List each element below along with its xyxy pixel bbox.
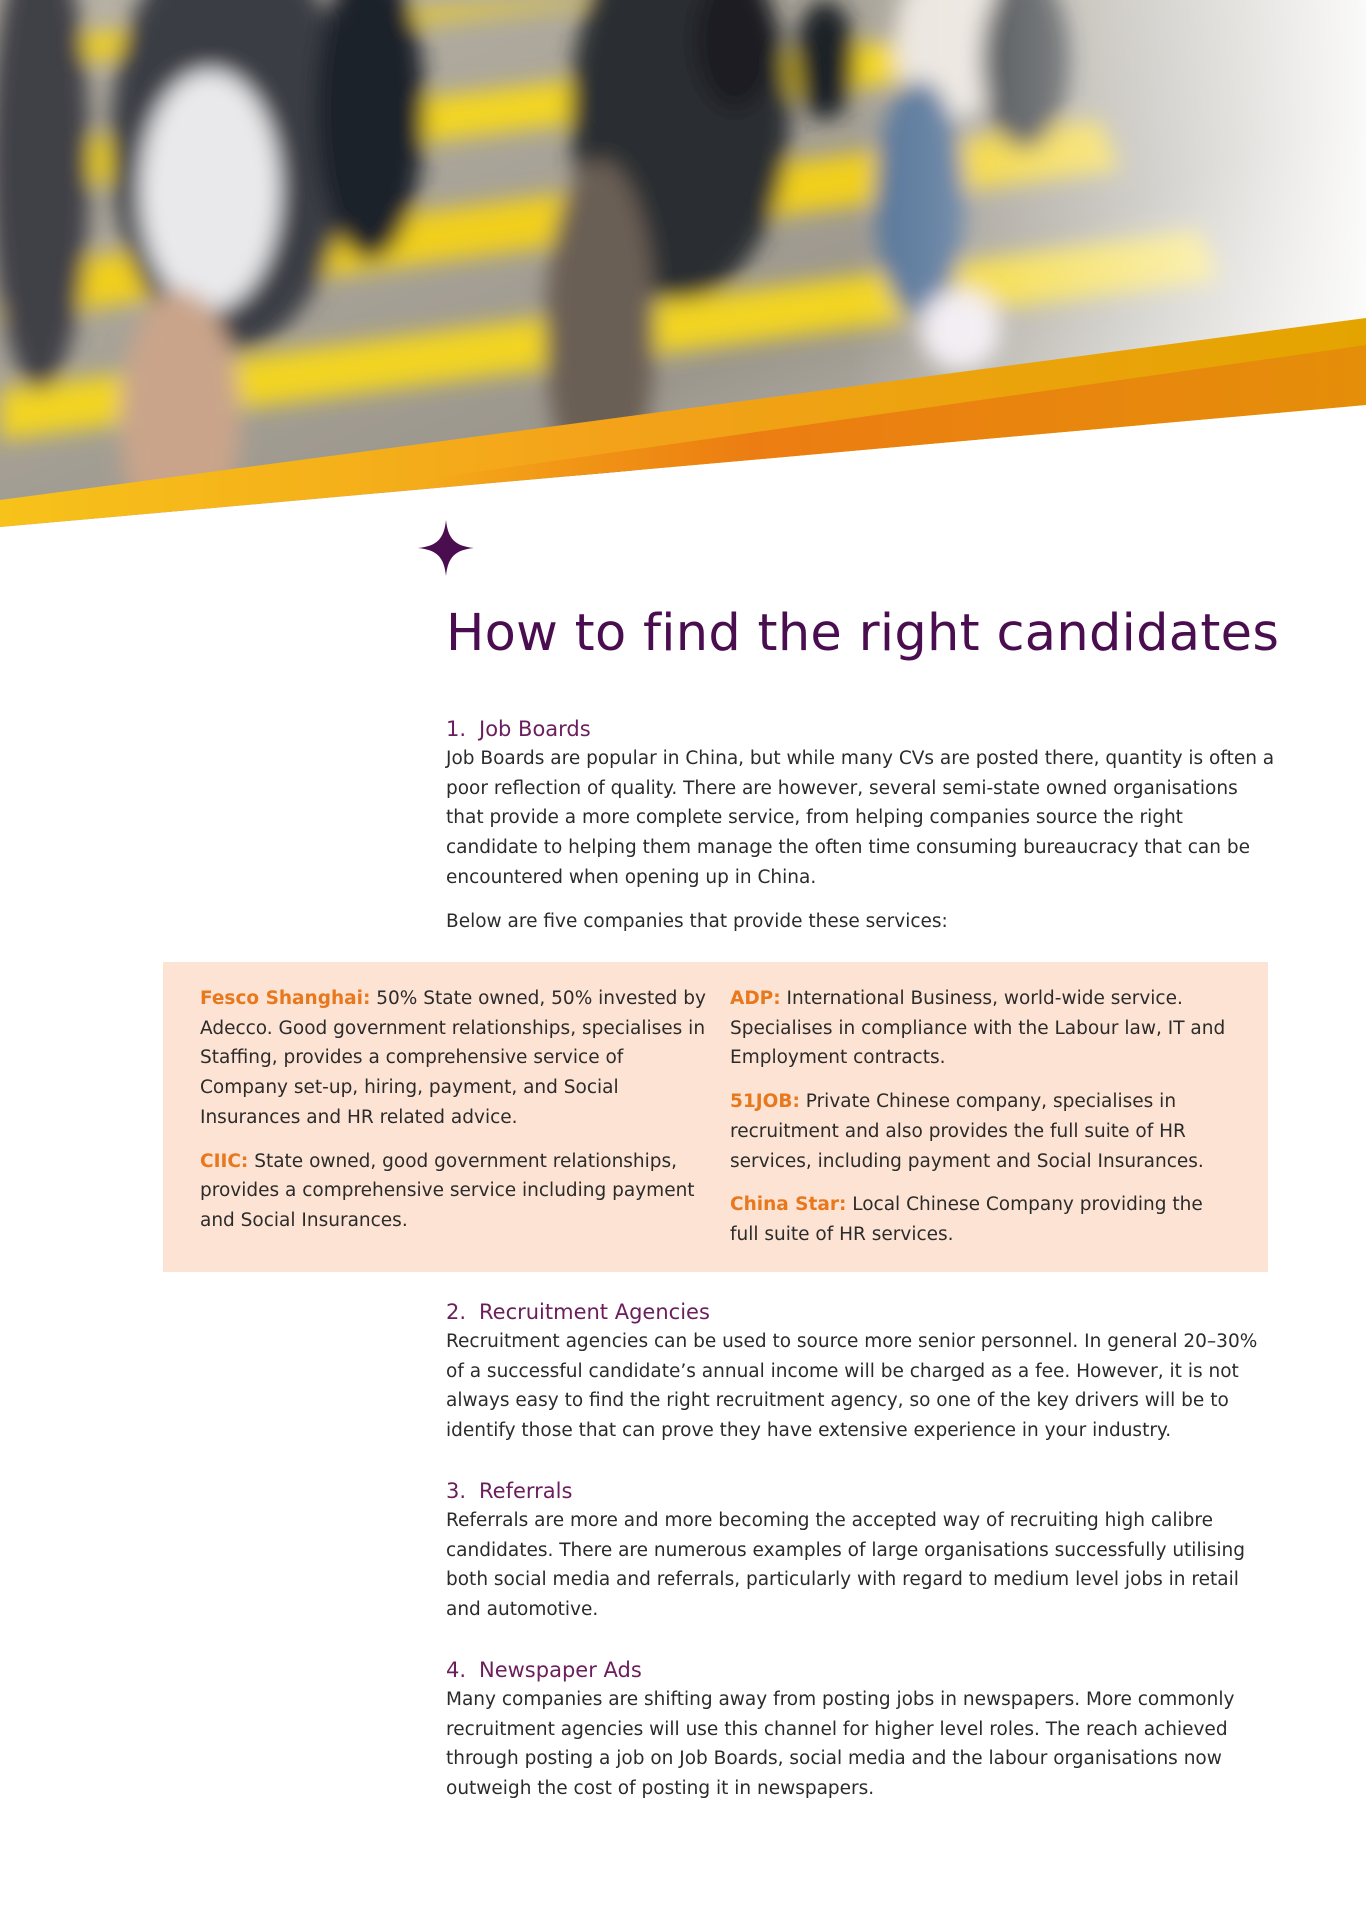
company-name: CIIC: [200, 1150, 249, 1172]
section-referrals [446, 1476, 1276, 1625]
hero-banner-image [0, 0, 1366, 540]
company-name: 51JOB: [730, 1091, 800, 1113]
company-description: Private Chinese company, specialises in recruitment and also provides the full suite of HR services, including payment and Social Insurances. [730, 1091, 1204, 1172]
four-point-star-icon [418, 520, 474, 576]
company-description: State owned, good government relationships, provides a comprehensive service including payment and Social Insurances. [200, 1150, 695, 1231]
companies-column-right [730, 984, 1230, 1264]
company-entry [200, 1147, 708, 1236]
section-title: Newspaper Ads [479, 1658, 642, 1682]
company-name: ADP: [730, 988, 781, 1009]
section-title: Job Boards [479, 717, 591, 741]
section-recruitment-agencies [446, 1297, 1276, 1446]
company-entry [200, 984, 708, 1133]
page-title: How to find the right candidates [446, 604, 1280, 663]
company-description: 50% State owned, 50% invested by Adecco. Good government relationships, specialises in Staffing, provides a comprehensive service of Company set-up, hiring, payment, and Social Insurances and HR related advice. [200, 988, 706, 1128]
company-name: Fesco Shanghai: [200, 988, 371, 1009]
company-entry [730, 1190, 1230, 1249]
section-paragraph: Job Boards are popular in China, but while many CVs are posted there, quantity is often a poor reflection of quality. There are however, several semi-state owned organisations that provide a more complete service, from helping companies source the right candidate to helping them manage the often time consuming bureaucracy that can be encountered when opening up in China. [446, 748, 1275, 888]
section-number: 1. [446, 717, 467, 741]
section-newspaper-ads [446, 1655, 1276, 1804]
section-number: 4. [446, 1658, 467, 1682]
company-entry [730, 1087, 1230, 1176]
section-number: 2. [446, 1300, 467, 1324]
section-heading [446, 1655, 1276, 1685]
section-heading [446, 714, 1276, 744]
section-number: 3. [446, 1479, 467, 1503]
section-paragraph: Referrals are more and more becoming the accepted way of recruiting high calibre candidates. There are numerous examples of large organisations successfully utilising both social media and referrals, particularly with regard to medium level jobs in retail and automotive. [446, 1510, 1245, 1621]
section-job-boards [446, 714, 1276, 936]
section-heading [446, 1297, 1276, 1327]
section-paragraph: Many companies are shifting away from posting jobs in newspapers. More commonly recruitment agencies will use this channel for higher level roles. The reach achieved through posting a job on Job Boards, social media and the labour organisations now outweigh the cost of posting it in newspapers. [446, 1689, 1235, 1800]
section-title: Referrals [479, 1479, 573, 1503]
section-paragraph: Below are five companies that provide these services: [446, 910, 948, 932]
section-paragraph: Recruitment agencies can be used to source more senior personnel. In general 20–30% of a successful candidate’s annual income will be charged as a fee. However, it is not always easy to find the right recruitment agency, so one of the key drivers will be to identify those that can prove they have extensive experience in your industry. [446, 1331, 1258, 1442]
company-name: China Star: [730, 1194, 847, 1216]
companies-panel [163, 962, 1268, 1272]
company-description: Local Chinese Company providing the full suite of HR services. [730, 1194, 1203, 1245]
company-description: International Business, world-wide service. Specialises in compliance with the Labour law, IT and Employment contracts. [730, 988, 1226, 1069]
section-heading [446, 1476, 1276, 1506]
company-entry [730, 984, 1230, 1073]
companies-column-left [200, 984, 708, 1250]
section-title: Recruitment Agencies [479, 1300, 710, 1324]
